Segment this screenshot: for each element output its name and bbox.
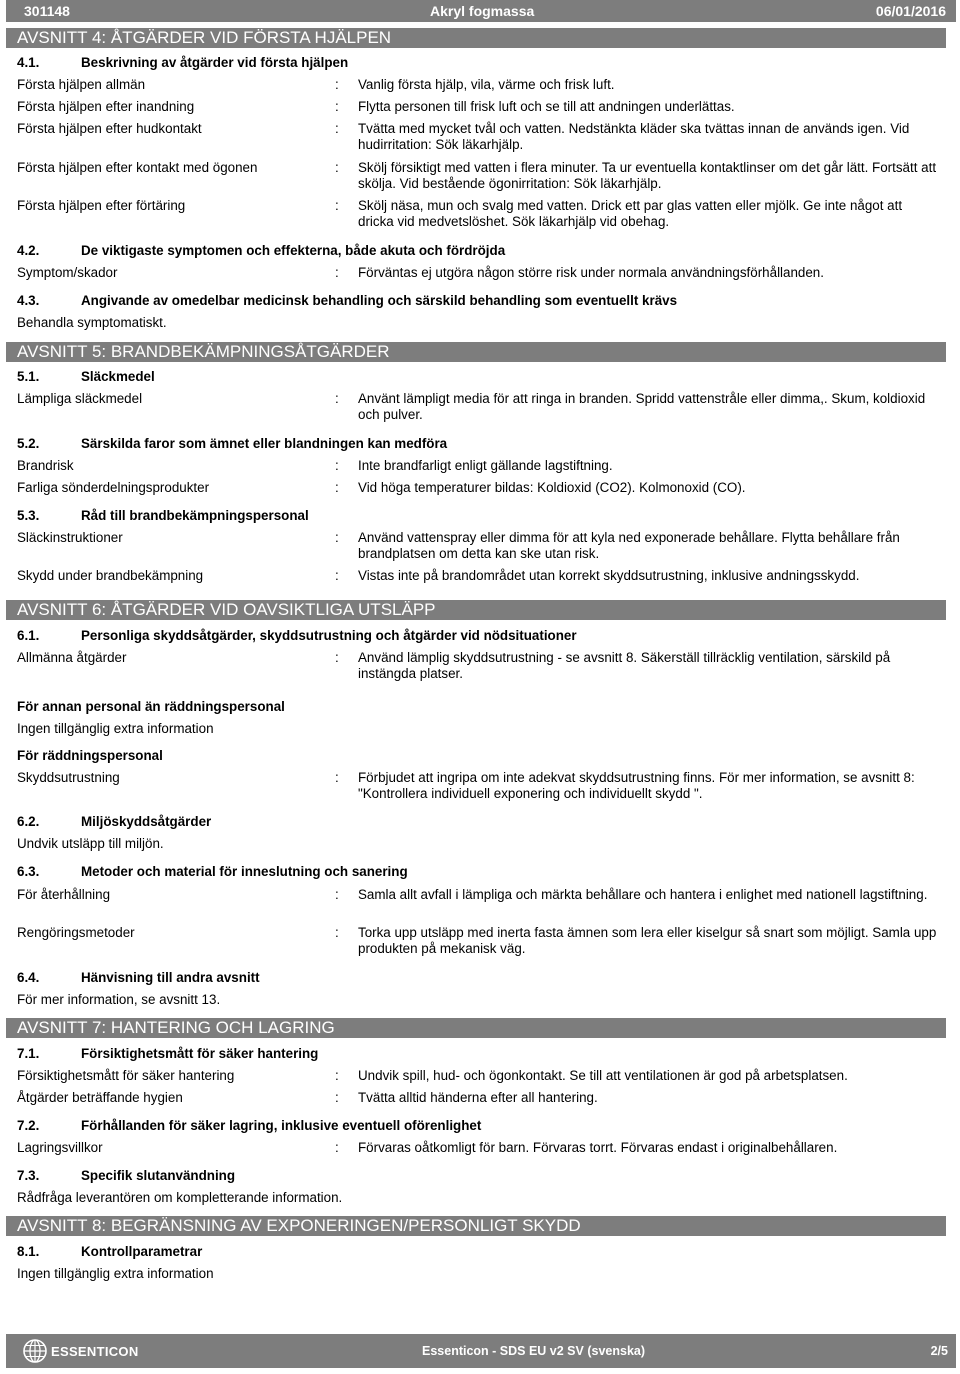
footer-document-info: Essenticon - SDS EU v2 SV (svenska) bbox=[422, 1344, 646, 1358]
subsection-6-1: 6.1. Personliga skyddsåtgärder, skyddsutrustning och åtgärder vid nödsituationer bbox=[17, 628, 577, 643]
logo-text: ESSENTICON bbox=[51, 1343, 139, 1359]
emergency-responders-heading: För räddningspersonal bbox=[17, 748, 163, 763]
non-emergency-text: Ingen tillgänglig extra information bbox=[17, 721, 214, 736]
section-4-title: AVSNITT 4: ÅTGÄRDER VID FÖRSTA HJÄLPEN bbox=[6, 28, 946, 48]
subsection-5-3: 5.3. Råd till brandbekämpningspersonal bbox=[17, 508, 309, 523]
subsection-5-2: 5.2. Särskilda faror som ämnet eller blandningen kan medföra bbox=[17, 436, 448, 451]
subsection-6-4: 6.4. Hänvisning till andra avsnitt bbox=[17, 970, 260, 985]
reference-text: För mer information, se avsnitt 13. bbox=[17, 992, 221, 1007]
subsection-7-3: 7.3. Specifik slutanvändning bbox=[17, 1168, 236, 1183]
subsection-7-2: 7.2. Förhållanden för säker lagring, inklusive eventuell oförenlighet bbox=[17, 1118, 482, 1133]
subsection-5-1: 5.1. Släckmedel bbox=[17, 369, 155, 384]
subsection-4-3: 4.3. Angivande av omedelbar medicinsk behandling och särskild behandling som eventuellt krävs bbox=[17, 293, 678, 308]
subsection-8-1: 8.1. Kontrollparametrar bbox=[17, 1244, 203, 1259]
footer-bar bbox=[6, 1334, 956, 1368]
section-5-title: AVSNITT 5: BRANDBEKÄMPNINGSÅTGÄRDER bbox=[6, 342, 946, 362]
page-number: 2/5 bbox=[930, 1344, 948, 1358]
subsection-4-1: 4.1. Beskrivning av åtgärder vid första hjälpen bbox=[17, 55, 349, 70]
environmental-text: Undvik utsläpp till miljön. bbox=[17, 836, 164, 851]
section-7-title: AVSNITT 7: HANTERING OCH LAGRING bbox=[6, 1018, 946, 1038]
treatment-text: Behandla symptomatiskt. bbox=[17, 315, 167, 330]
doc-number: 301148 bbox=[24, 3, 70, 19]
globe-logo-icon bbox=[22, 1338, 48, 1364]
product-name: Akryl fogmassa bbox=[430, 3, 535, 19]
header-bar bbox=[6, 0, 956, 22]
subsection-7-1: 7.1. Försiktighetsmått för säker hantering bbox=[17, 1046, 319, 1061]
control-parameters-text: Ingen tillgänglig extra information bbox=[17, 1266, 214, 1281]
section-8-title: AVSNITT 8: BEGRÄNSNING AV EXPONERINGEN/PERSONLIGT SKYDD bbox=[6, 1216, 946, 1236]
essenticon-logo bbox=[22, 1338, 139, 1364]
section-6-title: AVSNITT 6: ÅTGÄRDER VID OAVSIKTLIGA UTSLÄPP bbox=[6, 600, 946, 620]
end-use-text: Rådfråga leverantören om kompletterande information. bbox=[17, 1190, 343, 1205]
document-date: 06/01/2016 bbox=[875, 3, 946, 19]
subsection-6-2: 6.2. Miljöskyddsåtgärder bbox=[17, 814, 212, 829]
subsection-6-3: 6.3. Metoder och material för inneslutning och sanering bbox=[17, 864, 408, 879]
non-emergency-heading: För annan personal än räddningspersonal bbox=[17, 699, 285, 714]
subsection-4-2: 4.2. De viktigaste symptomen och effekterna, både akuta och fördröjda bbox=[17, 243, 506, 258]
